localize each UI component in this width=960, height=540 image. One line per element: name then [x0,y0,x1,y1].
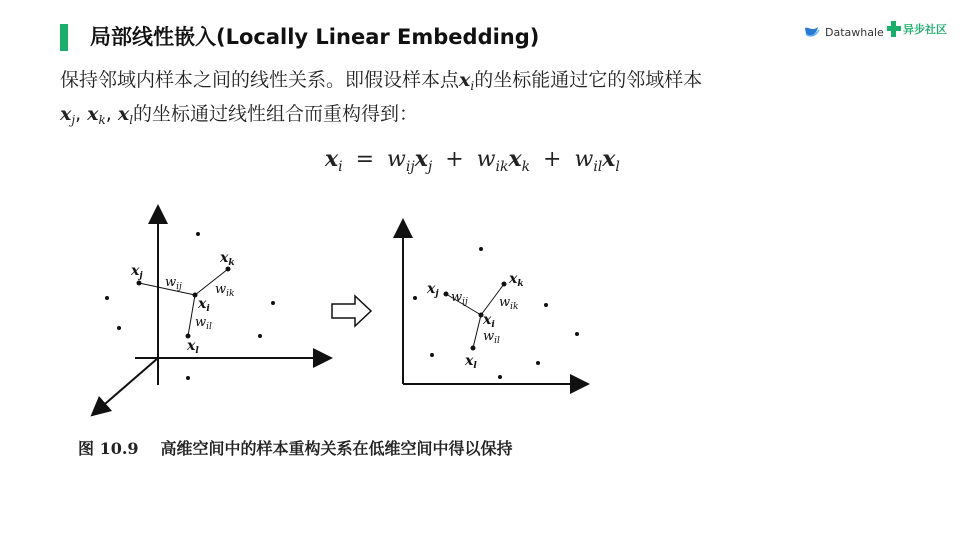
left-label-wik: $w_{ik}$ [215,282,235,299]
page-title: 局部线性嵌入(Locally Linear Embedding) [90,25,540,49]
figure-number: 图 10.9 [78,439,139,458]
left-label-xk: $x_k$ [220,250,235,268]
var-xj: $x_j$ [60,103,76,127]
right-label-xk: $x_k$ [509,271,524,289]
right-label-wil: $w_{il}$ [483,329,500,346]
community-logo-icon [887,20,901,38]
intro-line-2: $x_j$, $x_k$, $x_l$的坐标通过线性组合而重构得到： [60,103,419,127]
left-label-wij: $w_{ij}$ [165,275,182,292]
left-label-xi: $x_i$ [198,296,210,314]
left-point [105,296,109,300]
intro-line-1 [60,66,702,100]
datawhale-logo-text: Datawhale [825,25,884,39]
left-point-xj [137,281,142,286]
right-label-xl: $x_l$ [465,353,477,371]
left-point [196,232,200,236]
community-logo [887,20,947,38]
left-point [186,376,190,380]
right-point [575,332,579,336]
right-point-xj [444,292,449,297]
right-point [544,303,548,307]
var-xi: $x_i$ [459,69,475,93]
datawhale-logo [803,22,884,42]
right-point [413,296,417,300]
var-xk: $x_k$ [87,103,106,127]
right-label-xj: $x_j$ [427,281,439,299]
right-point [498,375,502,379]
right-point-xk [502,282,507,287]
right-label-wij: $w_{ij}$ [451,290,468,307]
left-point [258,334,262,338]
community-logo-text: 异步社区 [903,23,947,36]
datawhale-whale-icon [803,24,821,40]
left-z-axis [98,358,158,410]
right-label-xi: $x_i$ [483,312,495,330]
left-point [271,301,275,305]
left-label-xl: $x_l$ [187,338,199,356]
title-accent-bar [60,24,68,51]
right-point [430,353,434,357]
right-point-xl [471,346,476,351]
left-point [117,326,121,330]
left-point-xi [193,293,198,298]
intro-text-2: 的坐标通过线性组合而重构得到： [133,103,419,125]
figure-caption [78,436,513,459]
lle-formula: $x_i = w_{ij}x_j + w_{ik}x_k + w_{il}x_l$ [325,146,620,175]
intro-text-1a: 保持邻域内样本之间的线性关系。即假设样本点 [60,69,460,91]
right-point [536,361,540,365]
lle-figure [55,200,595,425]
left-label-wil: $w_{il}$ [195,315,212,332]
figure-caption-text: 高维空间中的样本重构关系在低维空间中得以保持 [160,439,513,458]
left-label-xj: $x_j$ [131,263,143,281]
intro-text-1b: 的坐标能通过它的邻域样本 [474,69,703,91]
mapping-arrow-icon [332,296,371,326]
right-point [479,247,483,251]
var-xl: $x_l$ [117,103,134,127]
right-label-wik: $w_{ik}$ [499,295,519,312]
